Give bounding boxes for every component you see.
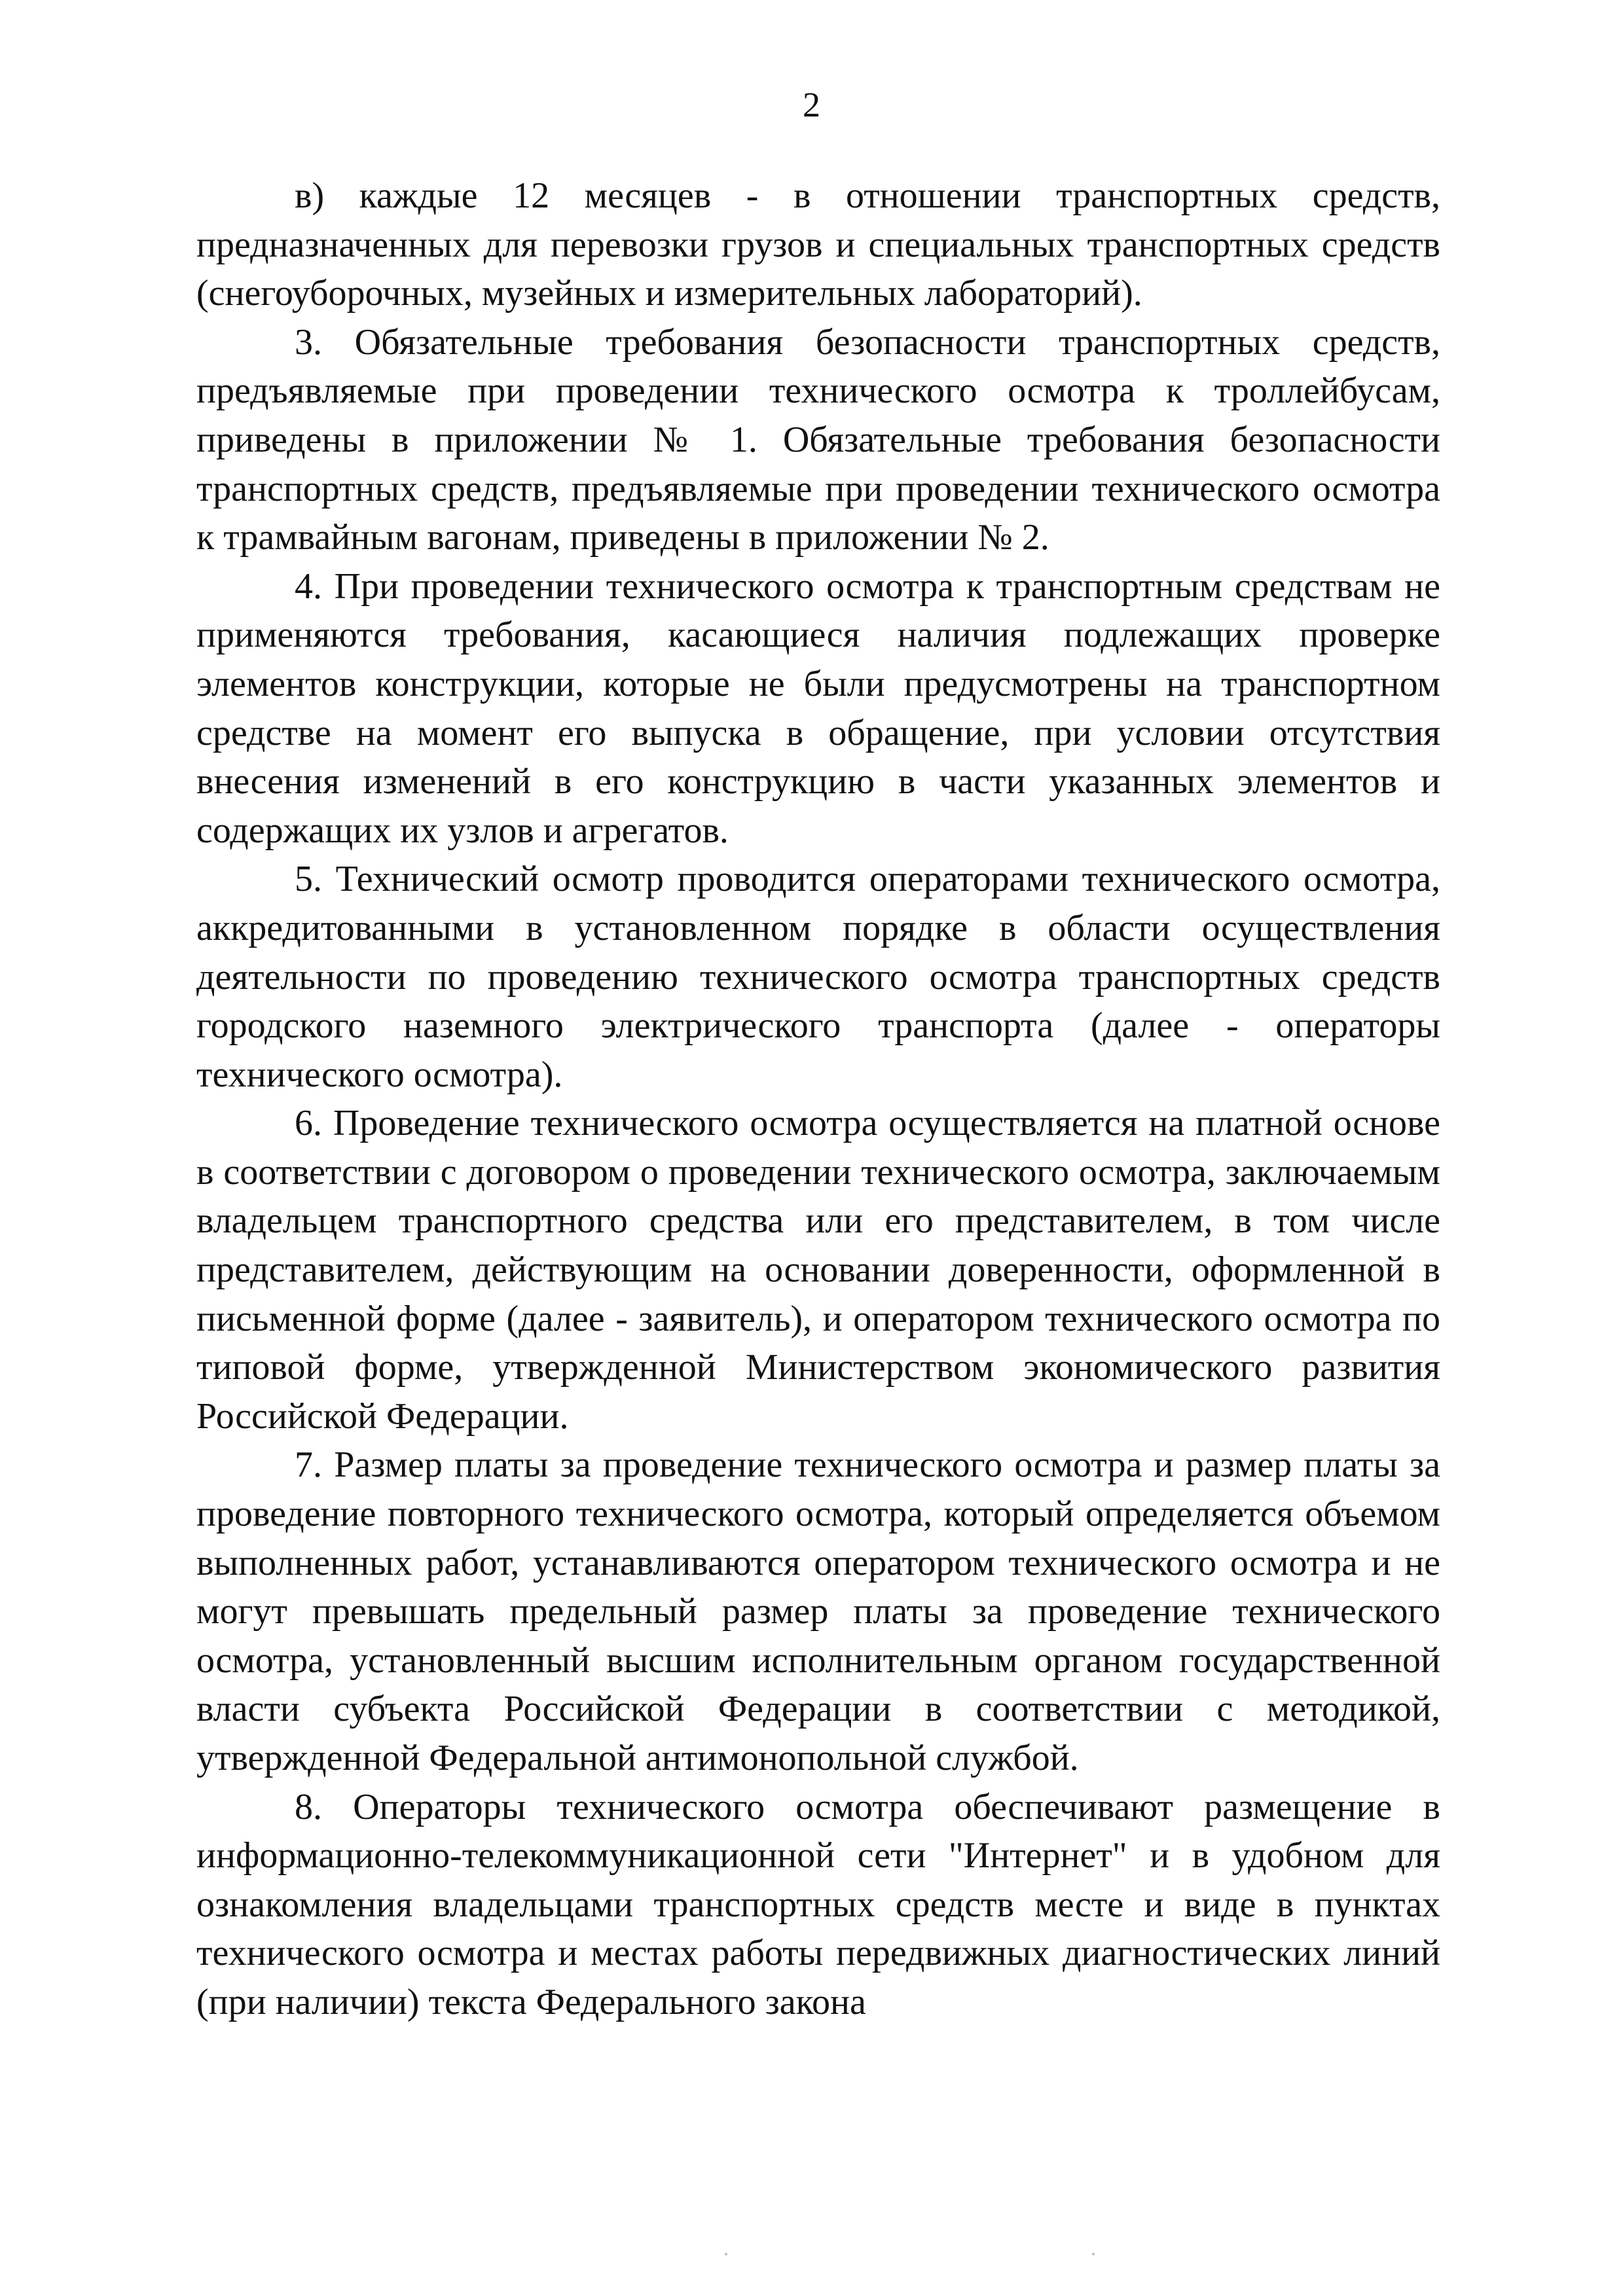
scan-artifact: [1092, 2253, 1095, 2255]
paragraph-item-v: в) каждые 12 месяцев - в отношении транспортных средств, предназначенных для перевозки грузов и специальных транспортных средств (снегоуборочных, музейных и измерительных лабораторий).: [196, 175, 1440, 314]
page-number: 2: [803, 85, 820, 124]
paragraph-4: 4. При проведении технического осмотра к транспортным средствам не применяются требования, касающиеся наличия подлежащих проверке элементов конструкции, которые не были предусмотрены на транспортном средстве на момент его выпуска в обращение, при условии отсутствия внесения изменений в его конструкцию в части указанных элементов и содержащих их узлов и агрегатов.: [196, 565, 1440, 851]
paragraph-8: 8. Операторы технического осмотра обеспечивают размещение в информационно-телекоммуникационной сети "Интернет" и в удобном для ознакомления владельцами транспортных средств месте и виде в пунктах технического осмотра и местах работы передвижных диагностических линий (при наличии) текста Федерального закона: [196, 1786, 1440, 2022]
paragraph-3: 3. Обязательные требования безопасности транспортных средств, предъявляемые при проведении технического осмотра к троллейбусам, приведены в приложении № 1. Обязательные требования безопасности транспортных средств, предъявляемые при проведении технического осмотра к трамвайным вагонам, приведены в приложении № 2.: [196, 321, 1440, 558]
paragraph-5: 5. Технический осмотр проводится операторами технического осмотра, аккредитованными в установленном порядке в области осуществления деятельности по проведению технического осмотра транспортных средств городского наземного электрического транспорта (далее - операторы технического осмотра).: [196, 859, 1440, 1095]
paragraph-6: 6. Проведение технического осмотра осуществляется на платной основе в соответствии с договором о проведении технического осмотра, заключаемым владельцем транспортного средства или его представителем, в том числе представителем, действующим на основании доверенности, оформленной в письменной форме (далее - заявитель), и оператором технического осмотра по типовой форме, утвержденной Министерством экономического развития Российской Федерации.: [196, 1103, 1440, 1437]
document-body: [196, 171, 1440, 2027]
paragraph-7: 7. Размер платы за проведение технического осмотра и размер платы за проведение повторного технического осмотра, который определяется объемом выполненных работ, устанавливаются оператором технического осмотра и не могут превышать предельный размер платы за проведение технического осмотра, установленный высшим исполнительным органом государственной власти субъекта Российской Федерации в соответствии с методикой, утвержденной Федеральной антимонопольной службой.: [196, 1444, 1440, 1778]
scan-artifact: [725, 2253, 727, 2255]
